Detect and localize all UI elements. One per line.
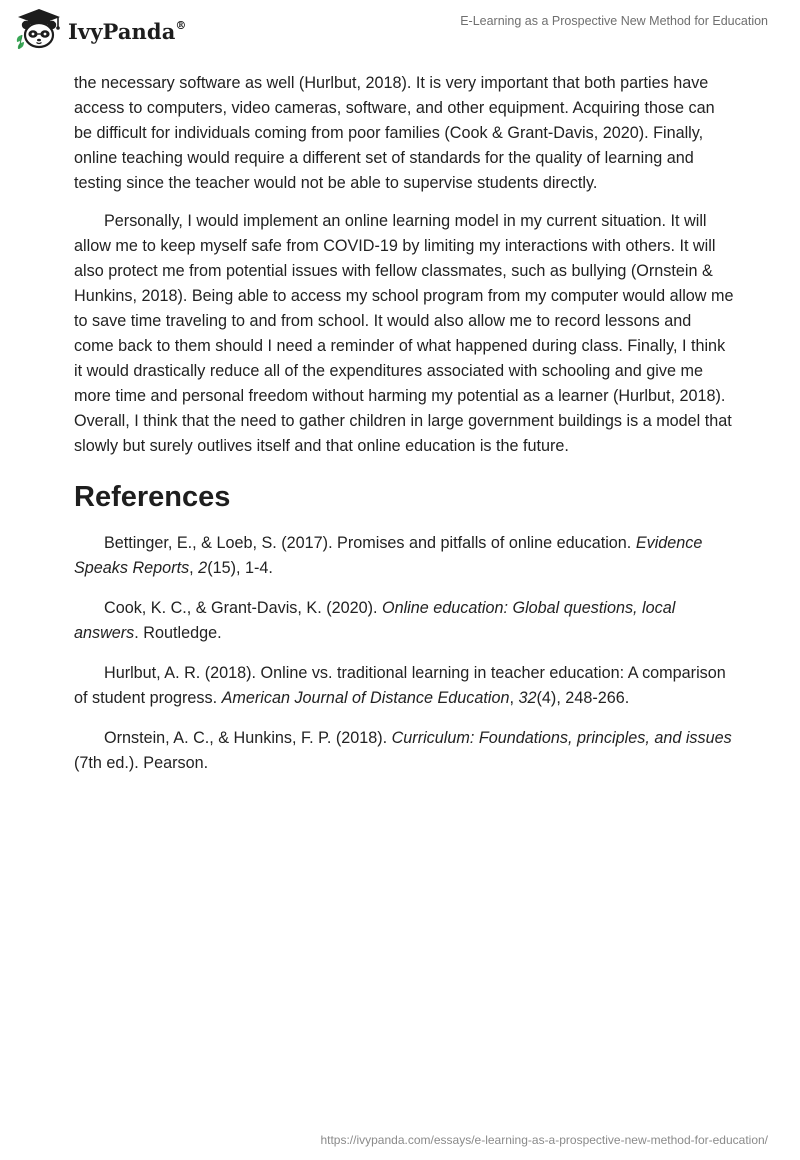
reference-item: Bettinger, E., & Loeb, S. (2017). Promises and pitfalls of online education. Evidence Speaks Reports, 2(15), 1-4. [74,534,703,577]
essay-content [74,71,734,791]
references-list [74,531,734,776]
source-url[interactable]: https://ivypanda.com/essays/e-learning-as-a-prospective-new-method-for-education/ [320,1133,768,1147]
reference-item: Hurlbut, A. R. (2018). Online vs. traditional learning in teacher education: A comparison of student progress. American Journal of Distance Education, 32(4), 248-266. [74,664,726,707]
reference-item: Cook, K. C., & Grant-Davis, K. (2020). Online education: Global questions, local answers. Routledge. [74,599,676,642]
ivypanda-logo[interactable] [14,8,187,50]
references-heading: References [74,481,231,513]
body-paragraph-1: the necessary software as well (Hurlbut, 2018). It is very important that both parties have access to computers, video cameras, software, and other equipment. Acquiring those can be difficult for individuals coming from poor families (Cook & Grant-Davis, 2020). Finally, online teaching would require a different set of standards for the quality of learning and testing since the teacher would not be able to supervise students directly. [74,74,715,192]
brand-name: IvyPanda® [68,18,187,44]
panda-graduate-icon [14,8,64,50]
document-title: E-Learning as a Prospective New Method for Education [460,14,768,28]
body-paragraph-2: Personally, I would implement an online learning model in my current situation. It will allow me to keep myself safe from COVID-19 by limiting my interactions with others. It will also protect me from potential issues with fellow classmates, such as bullying (Ornstein & Hunkins, 2018). Being able to access my school program from my computer would allow me to save time traveling to and from school. It would also allow me to record lessons and come back to them should I need a reminder of what happened during class. Finally, I think it would drastically reduce all of the expenditures associated with schooling and give me more time and personal freedom without harming my potential as a learner (Hurlbut, 2018). Overall, I think that the need to gather children in large government buildings is a model that slowly but surely outlives itself and that online education is the future. [74,212,734,455]
reference-item: Ornstein, A. C., & Hunkins, F. P. (2018). Curriculum: Foundations, principles, and issues (7th ed.). Pearson. [74,729,732,772]
page-header [0,0,800,70]
